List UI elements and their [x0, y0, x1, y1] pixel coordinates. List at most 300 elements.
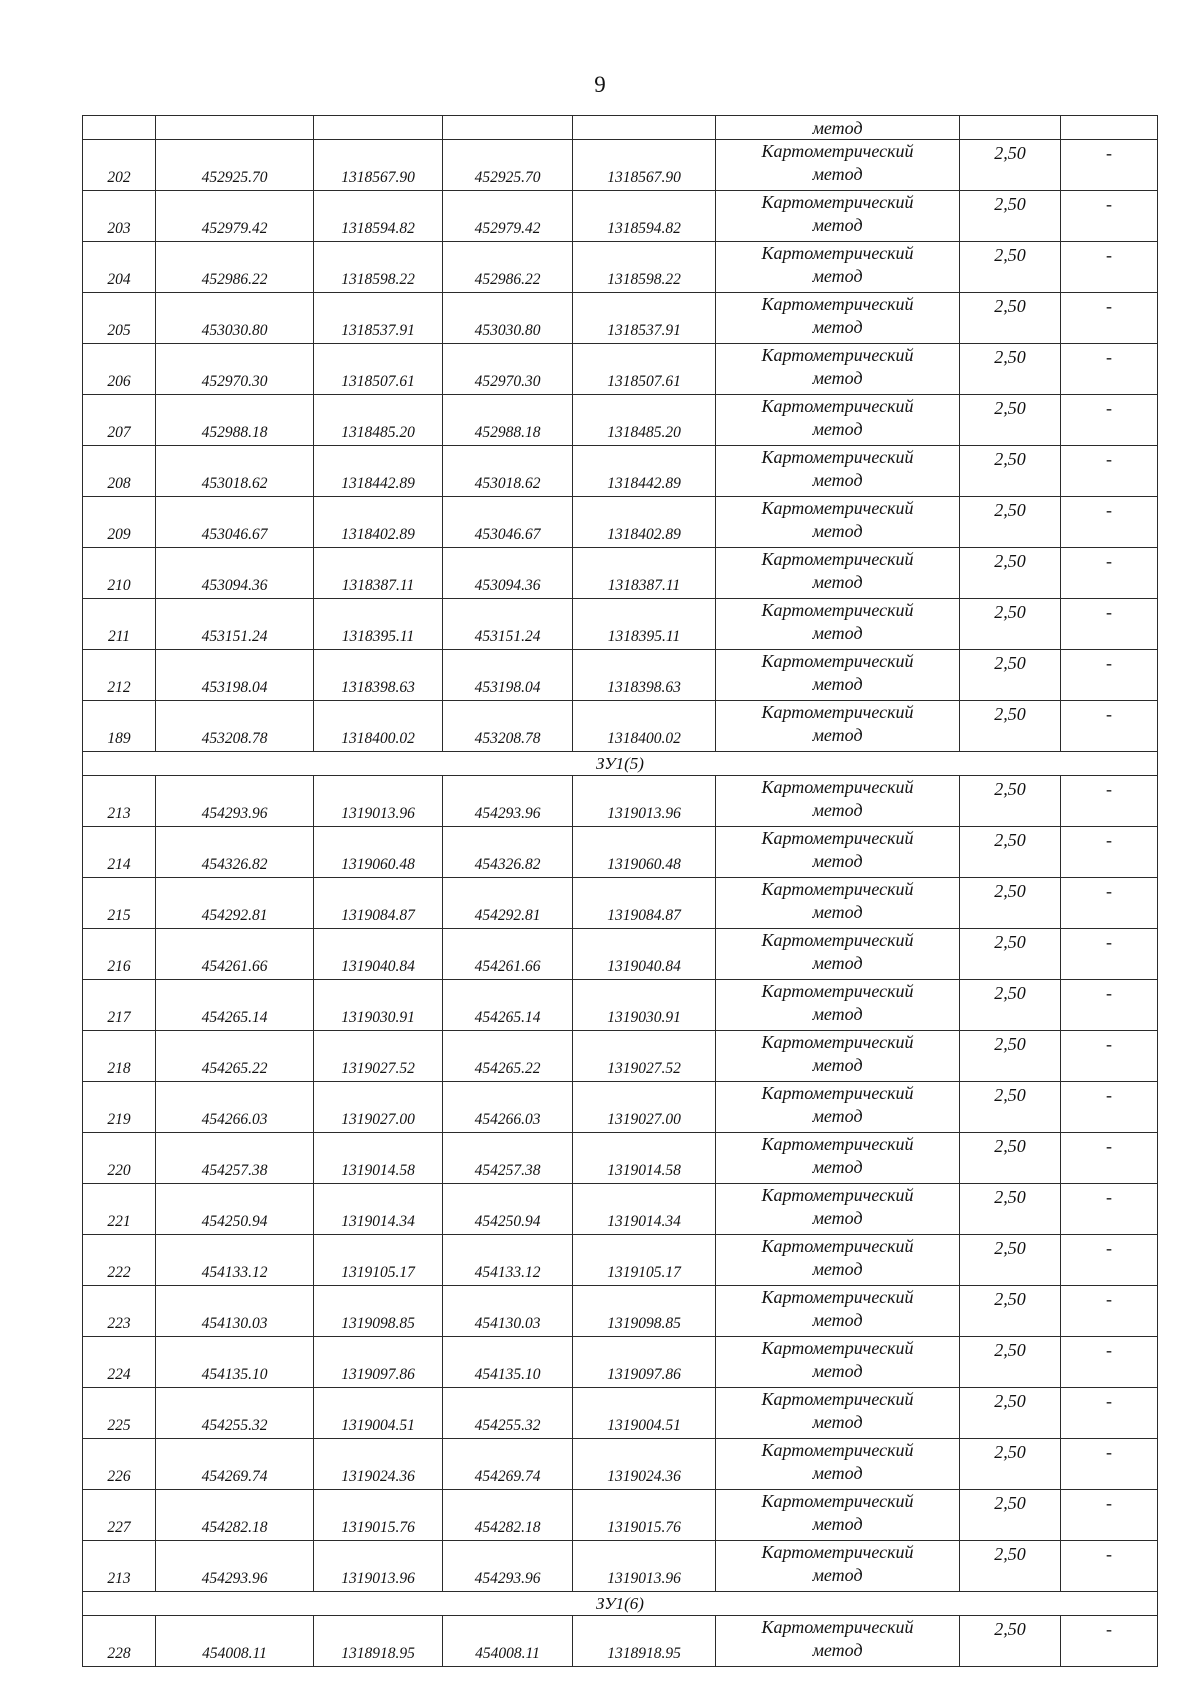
cell-x-existing: 454326.82 [156, 827, 314, 878]
cell-method [716, 980, 960, 1031]
cell-accuracy: 2,50 [960, 548, 1061, 599]
cell-y-existing: 1318507.61 [314, 344, 443, 395]
method-line-1: Картометрический [761, 549, 914, 569]
cell-x-new: 454257.38 [443, 1133, 573, 1184]
table-row [83, 344, 1158, 395]
table-row [83, 1388, 1158, 1439]
method-line-2: метод [812, 1514, 863, 1534]
method-line-1: Картометрический [761, 600, 914, 620]
cell-y-existing: 1319040.84 [314, 929, 443, 980]
cell-accuracy: 2,50 [960, 344, 1061, 395]
table-row [83, 395, 1158, 446]
cell-point-number: 203 [83, 191, 156, 242]
cell-accuracy: 2,50 [960, 446, 1061, 497]
cell-y-new: 1318387.11 [573, 548, 716, 599]
table-row [83, 878, 1158, 929]
cell-note: - [1061, 1082, 1158, 1133]
cell-point-number: 204 [83, 242, 156, 293]
method-line-2: метод [812, 1565, 863, 1585]
cell-accuracy: 2,50 [960, 1235, 1061, 1286]
cell-accuracy: 2,50 [960, 827, 1061, 878]
cell-point-number: 222 [83, 1235, 156, 1286]
cell-x-new: 454326.82 [443, 827, 573, 878]
method-line-2: метод [812, 1640, 863, 1660]
cell-accuracy [960, 116, 1061, 140]
cell-x-existing: 454257.38 [156, 1133, 314, 1184]
table-row [83, 1286, 1158, 1337]
cell-point-number: 223 [83, 1286, 156, 1337]
cell-x-new: 454008.11 [443, 1616, 573, 1667]
cell-method [716, 1133, 960, 1184]
cell-point-number: 214 [83, 827, 156, 878]
cell-method [716, 293, 960, 344]
method-line-2: метод [812, 164, 863, 184]
cell-point-number: 221 [83, 1184, 156, 1235]
method-line-1: Картометрический [761, 1134, 914, 1154]
cell-x-existing [156, 116, 314, 140]
cell-y-existing: 1319013.96 [314, 776, 443, 827]
cell-accuracy: 2,50 [960, 293, 1061, 344]
cell-method [716, 548, 960, 599]
method-line-1: Картометрический [761, 141, 914, 161]
cell-note: - [1061, 293, 1158, 344]
cell-y-existing: 1319060.48 [314, 827, 443, 878]
table-row [83, 1439, 1158, 1490]
section-title: ЗУ1(5) [83, 752, 1158, 776]
cell-x-new: 454269.74 [443, 1439, 573, 1490]
cell-accuracy: 2,50 [960, 1184, 1061, 1235]
cell-y-new: 1319060.48 [573, 827, 716, 878]
method-line-1: Картометрический [761, 192, 914, 212]
method-line-2: метод [812, 800, 863, 820]
table-row [83, 1184, 1158, 1235]
cell-method [716, 1082, 960, 1133]
cell-x-new: 454133.12 [443, 1235, 573, 1286]
cell-y-existing: 1318400.02 [314, 701, 443, 752]
section-title: ЗУ1(6) [83, 1592, 1158, 1616]
cell-x-existing: 452925.70 [156, 140, 314, 191]
method-line-2: метод [812, 1361, 863, 1381]
cell-note: - [1061, 1439, 1158, 1490]
cell-note: - [1061, 650, 1158, 701]
table-row [83, 497, 1158, 548]
cell-y-new: 1319013.96 [573, 1541, 716, 1592]
cell-point-number: 206 [83, 344, 156, 395]
cell-point-number: 212 [83, 650, 156, 701]
method-line-2: метод [812, 572, 863, 592]
cell-method [716, 191, 960, 242]
method-line-2: метод [812, 419, 863, 439]
cell-y-new: 1318507.61 [573, 344, 716, 395]
method-line-1: Картометрический [761, 879, 914, 899]
cell-x-existing: 453094.36 [156, 548, 314, 599]
cell-x-existing: 454282.18 [156, 1490, 314, 1541]
cell-accuracy: 2,50 [960, 1490, 1061, 1541]
cell-x-new: 452925.70 [443, 140, 573, 191]
cell-x-new: 454130.03 [443, 1286, 573, 1337]
method-line-1: Картометрический [761, 1617, 914, 1637]
cell-x-new: 454282.18 [443, 1490, 573, 1541]
cell-y-new: 1319013.96 [573, 776, 716, 827]
cell-note: - [1061, 878, 1158, 929]
cell-x-existing: 454133.12 [156, 1235, 314, 1286]
cell-y-existing: 1319024.36 [314, 1439, 443, 1490]
cell-y-existing: 1319015.76 [314, 1490, 443, 1541]
method-line-1: Картометрический [761, 1389, 914, 1409]
cell-method [716, 1184, 960, 1235]
cell-accuracy: 2,50 [960, 1439, 1061, 1490]
method-line-1: Картометрический [761, 447, 914, 467]
method-line-1: Картометрический [761, 345, 914, 365]
cell-method [716, 344, 960, 395]
cell-x-existing: 454261.66 [156, 929, 314, 980]
cell-y-existing: 1318918.95 [314, 1616, 443, 1667]
table-row-continuation [83, 116, 1158, 140]
cell-x-new: 453151.24 [443, 599, 573, 650]
cell-point-number: 205 [83, 293, 156, 344]
table-row [83, 140, 1158, 191]
method-line-2: метод [812, 1463, 863, 1483]
method-line-2: метод [812, 215, 863, 235]
method-line-1: Картометрический [761, 1236, 914, 1256]
cell-note: - [1061, 1388, 1158, 1439]
cell-x-new: 454261.66 [443, 929, 573, 980]
cell-y-new: 1319030.91 [573, 980, 716, 1031]
method-line-2: метод [812, 1412, 863, 1432]
cell-y-new: 1318395.11 [573, 599, 716, 650]
cell-y-new: 1318398.63 [573, 650, 716, 701]
cell-method [716, 599, 960, 650]
cell-y-existing: 1318402.89 [314, 497, 443, 548]
method-line-1: Картометрический [761, 243, 914, 263]
cell-point-number: 213 [83, 776, 156, 827]
table-row [83, 1235, 1158, 1286]
cell-x-existing: 454255.32 [156, 1388, 314, 1439]
cell-x-existing: 453030.80 [156, 293, 314, 344]
cell-accuracy: 2,50 [960, 191, 1061, 242]
table-row [83, 1490, 1158, 1541]
cell-y-existing: 1318594.82 [314, 191, 443, 242]
cell-x-new: 453046.67 [443, 497, 573, 548]
cell-y-existing: 1319105.17 [314, 1235, 443, 1286]
cell-y-new: 1319015.76 [573, 1490, 716, 1541]
method-line-2: метод [812, 1208, 863, 1228]
cell-note: - [1061, 599, 1158, 650]
cell-y-existing: 1318442.89 [314, 446, 443, 497]
cell-accuracy: 2,50 [960, 497, 1061, 548]
cell-point-number: 226 [83, 1439, 156, 1490]
cell-point-number: 213 [83, 1541, 156, 1592]
method-line-2: метод [812, 1310, 863, 1330]
cell-y-new: 1318918.95 [573, 1616, 716, 1667]
table-row [83, 827, 1158, 878]
cell-point-number: 218 [83, 1031, 156, 1082]
cell-point-number: 225 [83, 1388, 156, 1439]
cell-x-existing: 454130.03 [156, 1286, 314, 1337]
cell-method [716, 1286, 960, 1337]
cell-x-existing: 454265.14 [156, 980, 314, 1031]
cell-y-existing: 1319013.96 [314, 1541, 443, 1592]
cell-method [716, 650, 960, 701]
cell-accuracy: 2,50 [960, 980, 1061, 1031]
cell-x-new: 453094.36 [443, 548, 573, 599]
cell-y-new: 1319097.86 [573, 1337, 716, 1388]
cell-method [716, 1541, 960, 1592]
cell-accuracy: 2,50 [960, 1286, 1061, 1337]
cell-y-new: 1318442.89 [573, 446, 716, 497]
cell-y-new: 1319040.84 [573, 929, 716, 980]
cell-point-number: 202 [83, 140, 156, 191]
cell-accuracy: 2,50 [960, 1616, 1061, 1667]
table-row [83, 929, 1158, 980]
cell-x-existing: 454266.03 [156, 1082, 314, 1133]
cell-note: - [1061, 776, 1158, 827]
cell-y-new: 1319084.87 [573, 878, 716, 929]
cell-x-existing: 454135.10 [156, 1337, 314, 1388]
cell-accuracy: 2,50 [960, 242, 1061, 293]
method-line-1: Картометрический [761, 396, 914, 416]
cell-x-existing: 454293.96 [156, 1541, 314, 1592]
cell-method [716, 1337, 960, 1388]
method-line-2: метод [812, 725, 863, 745]
cell-y-existing: 1319027.00 [314, 1082, 443, 1133]
cell-x-new [443, 116, 573, 140]
method-line-2: метод [812, 1055, 863, 1075]
table-row [83, 548, 1158, 599]
cell-y-existing: 1318567.90 [314, 140, 443, 191]
cell-note: - [1061, 1490, 1158, 1541]
cell-y-existing: 1319014.58 [314, 1133, 443, 1184]
cell-x-existing: 453198.04 [156, 650, 314, 701]
cell-y-new: 1319105.17 [573, 1235, 716, 1286]
method-line-1: Картометрический [761, 1032, 914, 1052]
method-line-2: метод [812, 623, 863, 643]
cell-point-number: 189 [83, 701, 156, 752]
cell-note: - [1061, 1286, 1158, 1337]
cell-point-number: 209 [83, 497, 156, 548]
table-row [83, 293, 1158, 344]
cell-x-new: 452988.18 [443, 395, 573, 446]
cell-note: - [1061, 140, 1158, 191]
cell-method [716, 242, 960, 293]
method-line-1: Картометрический [761, 828, 914, 848]
cell-x-existing: 453018.62 [156, 446, 314, 497]
method-line-1: Картометрический [761, 1185, 914, 1205]
cell-note: - [1061, 1184, 1158, 1235]
cell-note: - [1061, 446, 1158, 497]
cell-point-number: 220 [83, 1133, 156, 1184]
method-line-1: Картометрический [761, 1542, 914, 1562]
cell-x-existing: 454250.94 [156, 1184, 314, 1235]
cell-x-new: 452970.30 [443, 344, 573, 395]
cell-point-number: 216 [83, 929, 156, 980]
cell-y-existing [314, 116, 443, 140]
cell-method [716, 776, 960, 827]
cell-accuracy: 2,50 [960, 1031, 1061, 1082]
method-line-1: Картометрический [761, 498, 914, 518]
cell-point-number [83, 116, 156, 140]
cell-y-new: 1318598.22 [573, 242, 716, 293]
cell-x-new: 454135.10 [443, 1337, 573, 1388]
cell-method [716, 701, 960, 752]
cell-y-new: 1318567.90 [573, 140, 716, 191]
cell-point-number: 219 [83, 1082, 156, 1133]
cell-method [716, 929, 960, 980]
table-row [83, 1031, 1158, 1082]
method-line-1: Картометрический [761, 702, 914, 722]
cell-note: - [1061, 1337, 1158, 1388]
cell-x-existing: 452979.42 [156, 191, 314, 242]
cell-y-existing: 1318598.22 [314, 242, 443, 293]
cell-y-existing: 1319027.52 [314, 1031, 443, 1082]
cell-note: - [1061, 929, 1158, 980]
method-line-2: метод [812, 317, 863, 337]
cell-x-existing: 454008.11 [156, 1616, 314, 1667]
cell-x-new: 454265.22 [443, 1031, 573, 1082]
cell-x-new: 454292.81 [443, 878, 573, 929]
cell-x-existing: 454292.81 [156, 878, 314, 929]
cell-y-existing: 1318485.20 [314, 395, 443, 446]
cell-method [716, 140, 960, 191]
cell-x-new: 454255.32 [443, 1388, 573, 1439]
cell-point-number: 207 [83, 395, 156, 446]
cell-x-existing: 452988.18 [156, 395, 314, 446]
cell-y-new: 1318400.02 [573, 701, 716, 752]
cell-y-new: 1319027.52 [573, 1031, 716, 1082]
cell-point-number: 215 [83, 878, 156, 929]
cell-method [716, 878, 960, 929]
method-line-2: метод [812, 368, 863, 388]
cell-note: - [1061, 497, 1158, 548]
cell-point-number: 224 [83, 1337, 156, 1388]
cell-x-existing: 452986.22 [156, 242, 314, 293]
cell-accuracy: 2,50 [960, 1388, 1061, 1439]
method-line-1: Картометрический [761, 1440, 914, 1460]
cell-x-existing: 453151.24 [156, 599, 314, 650]
cell-y-new: 1318594.82 [573, 191, 716, 242]
cell-accuracy: 2,50 [960, 140, 1061, 191]
cell-y-new: 1318485.20 [573, 395, 716, 446]
cell-x-new: 453030.80 [443, 293, 573, 344]
page-number: 9 [594, 72, 606, 97]
method-line-2: метод [812, 1004, 863, 1024]
cell-note: - [1061, 1235, 1158, 1286]
table-row [83, 650, 1158, 701]
cell-x-new: 454266.03 [443, 1082, 573, 1133]
method-line-1: Картометрический [761, 1491, 914, 1511]
method-line-2: метод [812, 902, 863, 922]
table-row [83, 1616, 1158, 1667]
table-row [83, 599, 1158, 650]
cell-y-existing: 1318398.63 [314, 650, 443, 701]
cell-accuracy: 2,50 [960, 701, 1061, 752]
method-line-1: Картометрический [761, 777, 914, 797]
coordinates-table [82, 115, 1158, 1667]
method-line-1: Картометрический [761, 1083, 914, 1103]
cell-note: - [1061, 1031, 1158, 1082]
cell-y-existing: 1319098.85 [314, 1286, 443, 1337]
method-line-1: Картометрический [761, 1338, 914, 1358]
cell-method [716, 1616, 960, 1667]
cell-note: - [1061, 344, 1158, 395]
cell-accuracy: 2,50 [960, 1082, 1061, 1133]
table-row [83, 776, 1158, 827]
cell-point-number: 210 [83, 548, 156, 599]
cell-x-new: 452986.22 [443, 242, 573, 293]
cell-method: метод [716, 116, 960, 140]
method-line-2: метод [812, 266, 863, 286]
method-line-2: метод [812, 953, 863, 973]
cell-x-new: 454265.14 [443, 980, 573, 1031]
method-line-1: Картометрический [761, 981, 914, 1001]
cell-point-number: 227 [83, 1490, 156, 1541]
cell-x-new: 454250.94 [443, 1184, 573, 1235]
method-line-1: Картометрический [761, 651, 914, 671]
cell-y-existing: 1318395.11 [314, 599, 443, 650]
section-header-row [83, 1592, 1158, 1616]
cell-note: - [1061, 1133, 1158, 1184]
cell-y-existing: 1318387.11 [314, 548, 443, 599]
cell-y-new: 1318537.91 [573, 293, 716, 344]
cell-note: - [1061, 191, 1158, 242]
table-row [83, 1082, 1158, 1133]
cell-point-number: 228 [83, 1616, 156, 1667]
cell-y-existing: 1319030.91 [314, 980, 443, 1031]
cell-y-new: 1318402.89 [573, 497, 716, 548]
cell-point-number: 217 [83, 980, 156, 1031]
cell-x-new: 453198.04 [443, 650, 573, 701]
cell-accuracy: 2,50 [960, 1337, 1061, 1388]
cell-y-new: 1319014.58 [573, 1133, 716, 1184]
cell-x-new: 454293.96 [443, 1541, 573, 1592]
table-row [83, 701, 1158, 752]
cell-note: - [1061, 827, 1158, 878]
cell-note: - [1061, 980, 1158, 1031]
cell-method [716, 827, 960, 878]
cell-x-new: 452979.42 [443, 191, 573, 242]
cell-x-existing: 453208.78 [156, 701, 314, 752]
cell-note: - [1061, 701, 1158, 752]
cell-note: - [1061, 548, 1158, 599]
cell-method [716, 1388, 960, 1439]
cell-method [716, 1490, 960, 1541]
cell-method [716, 1235, 960, 1286]
method-line-2: метод [812, 1157, 863, 1177]
cell-x-existing: 454265.22 [156, 1031, 314, 1082]
table-row [83, 446, 1158, 497]
method-line-2: метод [812, 674, 863, 694]
table-row [83, 980, 1158, 1031]
method-line-2: метод [812, 521, 863, 541]
cell-note: - [1061, 1541, 1158, 1592]
cell-y-existing: 1319004.51 [314, 1388, 443, 1439]
cell-accuracy: 2,50 [960, 929, 1061, 980]
cell-accuracy: 2,50 [960, 1133, 1061, 1184]
method-line-2: метод [812, 851, 863, 871]
cell-y-new: 1319027.00 [573, 1082, 716, 1133]
method-line-2: метод [812, 1106, 863, 1126]
method-line-1: Картометрический [761, 1287, 914, 1307]
cell-method [716, 395, 960, 446]
table-row [83, 1133, 1158, 1184]
cell-accuracy: 2,50 [960, 599, 1061, 650]
cell-y-new: 1319098.85 [573, 1286, 716, 1337]
cell-note: - [1061, 1616, 1158, 1667]
cell-note: - [1061, 242, 1158, 293]
method-line-2: метод [812, 1259, 863, 1279]
cell-y-existing: 1319097.86 [314, 1337, 443, 1388]
method-line-1: Картометрический [761, 294, 914, 314]
